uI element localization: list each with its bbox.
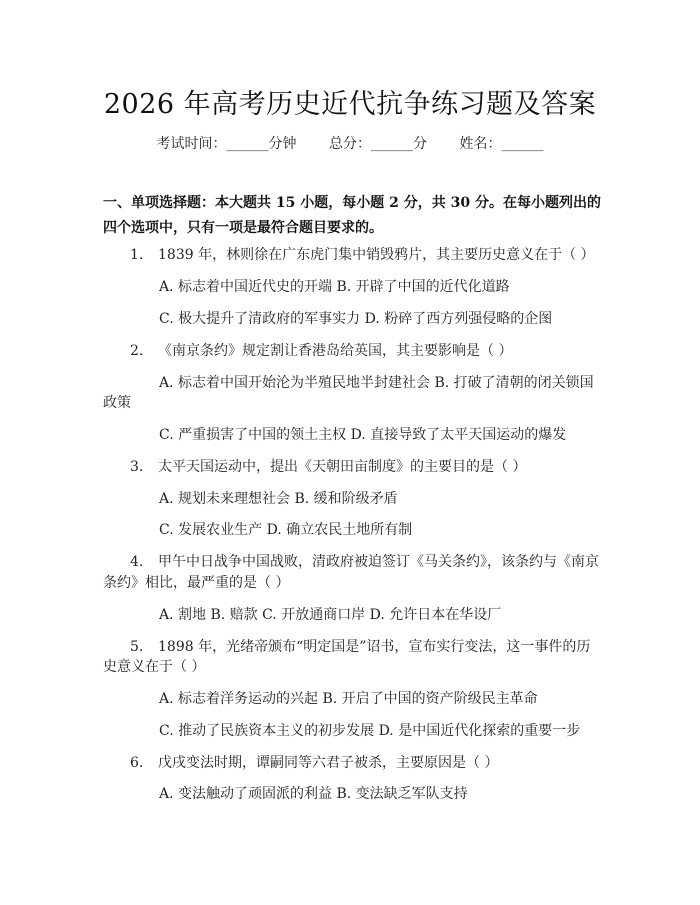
question-text: 《南京条约》规定割让香港岛给英国，其主要影响是（ ）	[158, 343, 513, 359]
question-6	[130, 752, 498, 772]
question-2-options-cd: C. 严重损害了中国的领土主权 D. 直接导致了太平天国运动的爆发	[159, 427, 567, 443]
question-2	[130, 340, 512, 360]
question-2-options-ab-continued: 政策	[103, 395, 131, 411]
question-4	[130, 551, 599, 571]
question-3-options-ab: A. 规划未来理想社会 B. 缓和阶级矛盾	[159, 491, 398, 507]
question-text: 戊戌变法时期，谭嗣同等六君子被杀，主要原因是（ ）	[158, 755, 499, 771]
question-4-continued: 条约》相比，最严重的是（ ）	[103, 575, 290, 591]
question-number: 4.	[130, 554, 144, 570]
question-text: 太平天国运动中，提出《天朝田亩制度》的主要目的是（ ）	[158, 459, 527, 475]
question-1-options-ab: A. 标志着中国近代史的开端 B. 开辟了中国的近代化道路	[159, 279, 510, 295]
student-name: 姓名：______	[459, 136, 544, 152]
question-text: 1839 年，林则徐在广东虎门集中销毁鸦片，其主要历史意义在于（ ）	[158, 247, 595, 263]
question-5-options-cd: C. 推动了民族资本主义的初步发展 D. 是中国近代化探索的重要一步	[159, 723, 581, 739]
question-number: 6.	[130, 755, 144, 771]
question-1-options-cd: C. 极大提升了清政府的军事实力 D. 粉碎了西方列强侵略的企图	[159, 311, 553, 327]
question-number: 2.	[130, 343, 144, 359]
question-5-options-ab: A. 标志着洋务运动的兴起 B. 开启了中国的资产阶级民主革命	[159, 691, 538, 707]
question-3-options-cd: C. 发展农业生产 D. 确立农民土地所有制	[159, 522, 413, 538]
section-heading: 一、单项选择题：本大题共 15 小题，每小题 2 分，共 30 分。在每小题列出的四个选项中，只有一项是最符合题目要求的。	[103, 195, 601, 236]
question-text: 1898 年，光绪帝颁布“明定国是”诏书，宣布实行变法，这一事件的历	[158, 639, 591, 655]
question-2-options-ab: A. 标志着中国开始沦为半殖民地半封建社会 B. 打破了清朝的闭关锁国	[159, 375, 594, 391]
exam-meta	[0, 133, 700, 153]
exam-time: 考试时间：______分钟	[156, 136, 297, 152]
question-number: 5.	[130, 639, 144, 655]
page-title: 2026 年高考历史近代抗争练习题及答案	[103, 89, 597, 120]
question-6-options-ab: A. 变法触动了顽固派的利益 B. 变法缺乏军队支持	[159, 786, 468, 802]
question-5	[130, 636, 590, 656]
question-1	[130, 244, 595, 264]
question-text: 甲午中日战争中国战败，清政府被迫签订《马关条约》，该条约与《南京	[158, 554, 599, 570]
question-number: 3.	[130, 459, 144, 475]
exam-score: 总分：______分	[329, 136, 427, 152]
question-3	[130, 456, 526, 476]
question-number: 1.	[130, 247, 144, 263]
question-4-options: A. 割地 B. 赔款 C. 开放通商口岸 D. 允许日本在华设厂	[159, 607, 502, 623]
question-5-continued: 史意义在于（ ）	[103, 659, 206, 675]
